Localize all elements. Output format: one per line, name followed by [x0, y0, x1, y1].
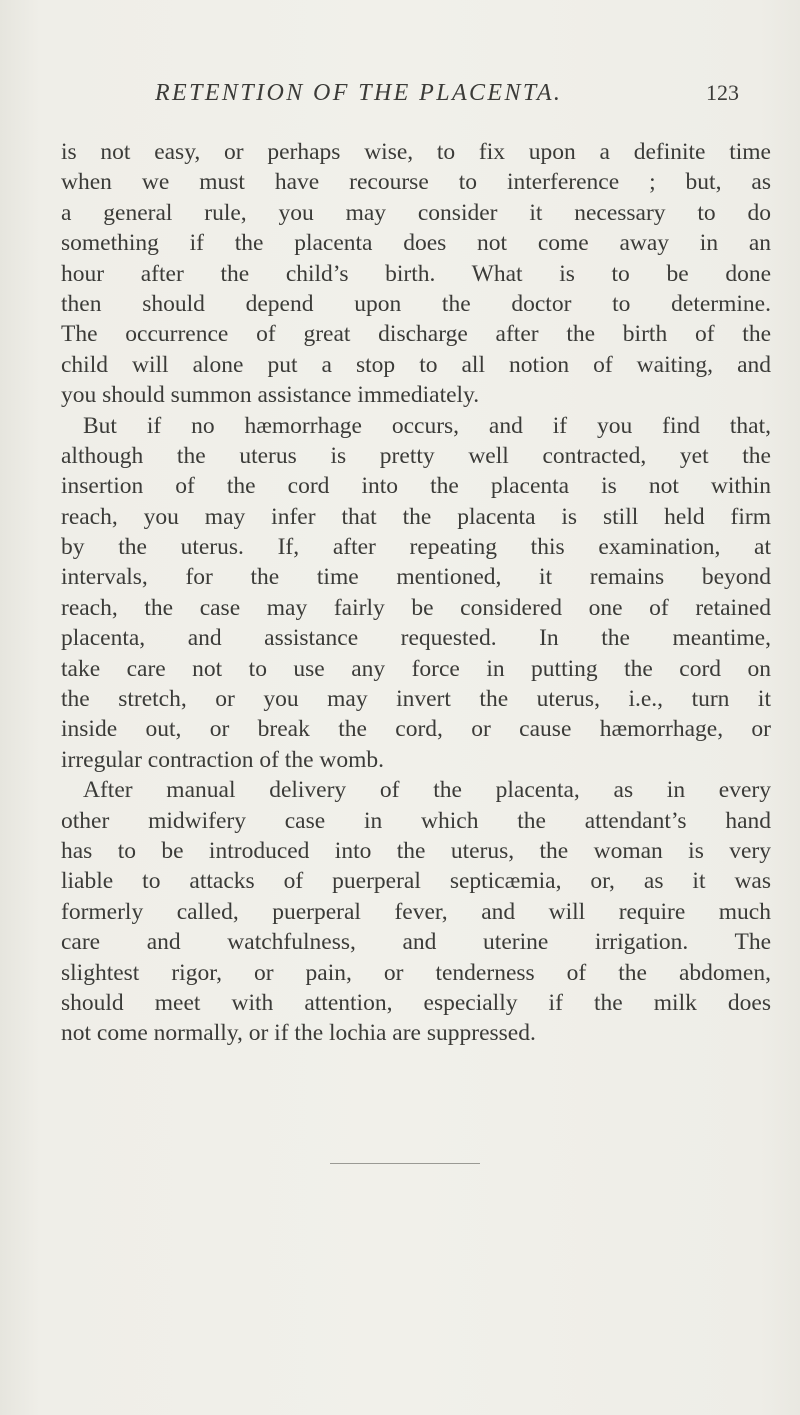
text-line: then should depend upon the doctor to determine.	[61, 290, 771, 317]
running-header	[0, 80, 800, 110]
text-line: although the uterus is pretty well contracted, yet the	[61, 442, 771, 469]
text-line: by the uterus. If, after repeating this examination, at	[61, 534, 771, 561]
text-line: you should summon assistance immediately.	[61, 382, 480, 409]
text-line: reach, you may infer that the placenta is still held firm	[61, 503, 771, 530]
text-line: hour after the child’s birth. What is to be done	[61, 260, 771, 287]
text-line: inside out, or break the cord, or cause hæmorrhage, or	[61, 716, 771, 743]
text-line: intervals, for the time mentioned, it remains beyond	[61, 564, 771, 591]
text-line: take care not to use any force in putting the cord on	[61, 655, 771, 682]
text-line: something if the placenta does not come away in an	[61, 230, 771, 257]
text-line: the stretch, or you may invert the uterus, i.e., turn it	[61, 686, 771, 713]
section-divider	[330, 1163, 480, 1164]
text-line: when we must have recourse to interference ; but, as	[61, 169, 771, 196]
text-line: irregular contraction of the womb.	[61, 746, 385, 773]
text-line: formerly called, puerperal fever, and will require much	[61, 898, 771, 925]
text-line: slightest rigor, or pain, or tenderness of the abdomen,	[61, 959, 771, 986]
text-line: other midwifery case in which the attendant’s hand	[61, 807, 771, 834]
text-line: placenta, and assistance requested. In the meantime,	[61, 625, 771, 652]
text-line: not come normally, or if the lochia are suppressed.	[61, 1020, 536, 1047]
text-line: a general rule, you may consider it necessary to do	[61, 199, 771, 226]
text-line: The occurrence of great discharge after the birth of the	[61, 321, 771, 348]
text-line: child will alone put a stop to all notion of waiting, and	[61, 351, 771, 378]
body-text	[61, 137, 771, 1049]
text-line: liable to attacks of puerperal septicæmia, or, as it was	[61, 868, 771, 895]
page-number: 123	[706, 80, 739, 105]
text-line: should meet with attention, especially if the milk does	[61, 989, 771, 1016]
text-line: is not easy, or perhaps wise, to fix upon a definite time	[61, 139, 771, 165]
text-line: has to be introduced into the uterus, the woman is very	[61, 837, 771, 864]
text-line: insertion of the cord into the placenta is not within	[61, 473, 771, 500]
running-title: RETENTION OF THE PLACENTA.	[155, 80, 563, 106]
text-line: After manual delivery of the placenta, as in every	[83, 777, 771, 804]
text-line: reach, the case may fairly be considered one of retained	[61, 594, 771, 621]
text-line: But if no hæmorrhage occurs, and if you find that,	[83, 412, 771, 439]
text-line: care and watchfulness, and uterine irrigation. The	[61, 929, 771, 956]
